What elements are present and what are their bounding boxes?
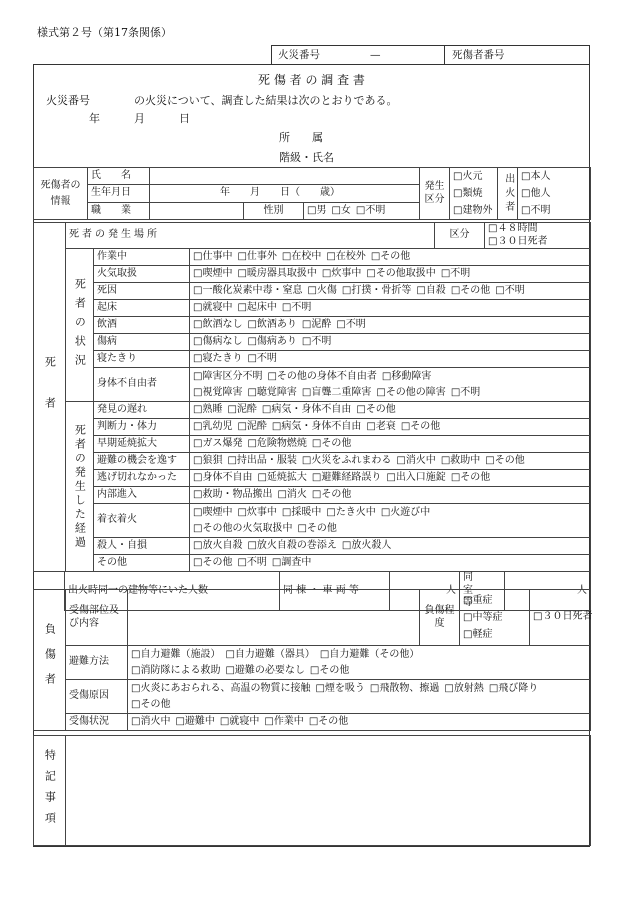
injury-status-label: 受傷状況 bbox=[66, 714, 128, 731]
intro-fire-number: 火災番号 bbox=[46, 94, 90, 107]
checkbox[interactable]: □ 視覚障害 bbox=[193, 385, 242, 401]
name-field[interactable] bbox=[150, 168, 420, 185]
survey-form bbox=[33, 64, 593, 847]
name-label: 氏 名 bbox=[88, 168, 150, 185]
checkbox[interactable]: □ 一酸化炭素中毒・窒息 bbox=[193, 285, 302, 298]
victim-info-section: 死傷者の情報 bbox=[34, 168, 88, 220]
checkbox[interactable]: □ 聴覚障害 bbox=[247, 385, 296, 401]
sex-opt-3[interactable]: □ 不明 bbox=[356, 205, 385, 218]
checkbox[interactable]: □ 暖房器具取扱中 bbox=[237, 268, 316, 281]
origin-label: 発生区分 bbox=[420, 168, 450, 220]
checkbox[interactable]: □ 放火自殺の巻添え bbox=[247, 540, 336, 553]
checkbox[interactable]: □ 泥酔 bbox=[227, 404, 256, 417]
clothes-label: 着衣着火 bbox=[94, 504, 190, 538]
death-status-label: 死者の状況 bbox=[66, 249, 94, 402]
remarks-field[interactable] bbox=[66, 736, 591, 846]
course-row-label: 殺人・自損 bbox=[94, 538, 190, 555]
injury-degree-label: 負傷程度 bbox=[420, 590, 460, 646]
kubun-opt-2[interactable]: □ ３０日死者 bbox=[488, 236, 547, 249]
checkbox[interactable]: □ 打撲・骨折等 bbox=[342, 285, 411, 298]
starter-opt-3[interactable]: □ 不明 bbox=[521, 202, 550, 219]
fire-number-label: 火災番号 bbox=[278, 49, 320, 61]
checkbox[interactable]: □ 不明 bbox=[237, 557, 266, 570]
checkbox[interactable]: □ 起床中 bbox=[237, 302, 276, 315]
remarks-label: 特記事項 bbox=[34, 736, 66, 846]
checkbox[interactable]: □ 放射熱 bbox=[444, 681, 483, 697]
status-row-label: 死因 bbox=[94, 283, 190, 300]
status-row-label: 火気取扱 bbox=[94, 266, 190, 283]
origin-opt-1[interactable]: □ 火元 bbox=[453, 168, 482, 185]
kubun-opt-1[interactable]: □ ４８時間 bbox=[488, 223, 537, 236]
checkbox[interactable]: □ ガス爆発 bbox=[193, 438, 242, 451]
same-room-label: 同 室 等 bbox=[460, 572, 505, 611]
checkbox[interactable]: □ 自殺 bbox=[416, 285, 445, 298]
course-row-label: 発見の遅れ bbox=[94, 402, 190, 419]
header-box bbox=[271, 45, 590, 65]
checkbox[interactable]: □ その他 bbox=[485, 455, 524, 468]
course-row-label: その他 bbox=[94, 555, 190, 572]
checkbox[interactable]: □ 熟睡 bbox=[193, 404, 222, 417]
checkbox[interactable]: □ 不明 bbox=[336, 319, 365, 332]
checkbox[interactable]: □ 狼狽 bbox=[193, 455, 222, 468]
checkbox[interactable]: □ その他 bbox=[451, 472, 490, 485]
checkbox[interactable]: □ 放火殺人 bbox=[342, 540, 391, 553]
fire-number-dash: — bbox=[370, 49, 381, 61]
sex-opt-1[interactable]: □ 男 bbox=[307, 205, 326, 218]
checkbox[interactable]: □ 不明 bbox=[441, 268, 470, 281]
checkbox[interactable]: □ その他 bbox=[309, 716, 348, 729]
checkbox[interactable]: □ 延焼拡大 bbox=[257, 472, 306, 485]
checkbox[interactable]: □ 泥酔 bbox=[302, 319, 331, 332]
checkbox[interactable]: □ 出入口施錠 bbox=[386, 472, 445, 485]
checkbox[interactable]: □ 病気・身体不自由 bbox=[262, 404, 351, 417]
checkbox[interactable]: □ 飛散物、擦過 bbox=[370, 681, 439, 697]
checkbox[interactable]: □ 持出品・服装 bbox=[227, 455, 296, 468]
sex-label: 性別 bbox=[244, 202, 304, 219]
status-row-label: 作業中 bbox=[94, 249, 190, 266]
checkbox[interactable]: □ 採暖中 bbox=[282, 505, 321, 521]
degree-opt-3[interactable]: □ 軽症 bbox=[463, 626, 492, 643]
same-floor-label: 同 棟 ・ 車 両 等 bbox=[280, 572, 390, 611]
checkbox[interactable]: □ 消防隊による救助 bbox=[131, 663, 220, 679]
checkbox[interactable]: □ その他取扱中 bbox=[366, 268, 435, 281]
checkbox[interactable]: □ 炊事中 bbox=[322, 268, 361, 281]
checkbox[interactable]: □ 放火自殺 bbox=[193, 540, 242, 553]
fire-starter-label: 出火者 bbox=[498, 168, 518, 220]
checkbox[interactable]: □ 煙を吸う bbox=[315, 681, 364, 697]
injury-cause-label: 受傷原因 bbox=[66, 680, 128, 714]
status-row-label: 飲酒 bbox=[94, 317, 190, 334]
checkbox[interactable]: □ その他 bbox=[401, 421, 440, 434]
checkbox[interactable]: □ 火災をふれまわる bbox=[302, 455, 391, 468]
checkbox[interactable]: □ 調査中 bbox=[272, 557, 311, 570]
checkbox[interactable]: □ その他の火気取扱中 bbox=[193, 521, 292, 537]
job-label: 職 業 bbox=[88, 202, 150, 219]
checkbox[interactable]: □ 避難の必要なし bbox=[225, 663, 304, 679]
title-block bbox=[34, 65, 589, 168]
checkbox[interactable]: □ 仕事外 bbox=[237, 251, 276, 264]
checkbox[interactable]: □ 自力避難（器具） bbox=[225, 647, 314, 663]
same-floor-count[interactable]: 人 bbox=[390, 572, 460, 611]
checkbox[interactable]: □ その他 bbox=[356, 404, 395, 417]
checkbox[interactable]: □ 飲酒なし bbox=[193, 319, 242, 332]
checkbox[interactable]: □ 寝たきり bbox=[193, 353, 242, 366]
death-place-label: 死者の発生場所 bbox=[66, 223, 435, 249]
sex-opt-2[interactable]: □ 女 bbox=[331, 205, 350, 218]
checkbox[interactable]: □ 避難中 bbox=[175, 716, 214, 729]
checkbox[interactable]: □ 消火中 bbox=[131, 716, 170, 729]
checkbox[interactable]: □ その他 bbox=[193, 557, 232, 570]
job-field[interactable] bbox=[150, 202, 244, 219]
starter-opt-2[interactable]: □ 他人 bbox=[521, 185, 550, 202]
checkbox[interactable]: □ 火遊び中 bbox=[381, 505, 430, 521]
checkbox[interactable]: □ 危険物燃焼 bbox=[247, 438, 306, 451]
checkbox[interactable]: □ 消火 bbox=[277, 489, 306, 502]
checkbox[interactable]: □ 乳幼児 bbox=[193, 421, 232, 434]
checkbox[interactable]: □ 就寝中 bbox=[193, 302, 232, 315]
degree-opt-1[interactable]: □ 重症 bbox=[463, 592, 492, 609]
death-section: 死者 bbox=[34, 223, 66, 572]
course-row-label: 避難の機会を逸す bbox=[94, 453, 190, 470]
checkbox[interactable]: □ 救助・物品搬出 bbox=[193, 489, 272, 502]
checkbox[interactable]: □ 不明 bbox=[247, 353, 276, 366]
same-building-label: 出火時同一の建物等にいた人数 bbox=[65, 572, 280, 611]
checkbox[interactable]: □ 移動障害 bbox=[382, 369, 431, 385]
checkbox[interactable]: □ その他 bbox=[131, 697, 170, 713]
injury-table bbox=[33, 589, 591, 731]
injury-part-field[interactable] bbox=[128, 590, 420, 646]
checkbox[interactable]: □ その他 bbox=[312, 438, 351, 451]
origin-opt-2[interactable]: □ 類焼 bbox=[453, 185, 482, 202]
disabled-label: 身体不自由者 bbox=[94, 368, 190, 402]
checkbox[interactable]: □ 自力避難（施設） bbox=[131, 647, 220, 663]
injury-part-label: 受傷部位及び内容 bbox=[66, 590, 128, 646]
checkbox[interactable]: □ 飲酒あり bbox=[247, 319, 296, 332]
checkbox[interactable]: □ 喫煙中 bbox=[193, 505, 232, 521]
course-row-label: 判断力・体力 bbox=[94, 419, 190, 436]
checkbox[interactable]: □ 消火中 bbox=[396, 455, 435, 468]
rank-name-label: 階級・氏名 bbox=[279, 151, 334, 164]
checkbox[interactable]: □ 喫煙中 bbox=[193, 268, 232, 281]
checkbox[interactable]: □ その他 bbox=[312, 489, 351, 502]
checkbox[interactable]: □ 在校外 bbox=[326, 251, 365, 264]
checkbox[interactable]: □ 老衰 bbox=[366, 421, 395, 434]
victim-number-label: 死傷者番号 bbox=[452, 49, 505, 61]
kubun-label: 区分 bbox=[435, 223, 485, 249]
checkbox[interactable]: □ 火炎にあおられる、高温の物質に接触 bbox=[131, 681, 310, 697]
checkbox[interactable]: □ 不明 bbox=[451, 385, 480, 401]
dead-30-days[interactable]: □ ３０日死者 bbox=[533, 611, 592, 624]
origin-opt-3[interactable]: □ 建物外 bbox=[453, 202, 492, 219]
intro-text: の火災について、調査した結果は次のとおりである。 bbox=[134, 94, 398, 107]
checkbox[interactable]: □ 仕事中 bbox=[193, 251, 232, 264]
death-table bbox=[33, 222, 591, 572]
injury-section: 負傷者 bbox=[34, 590, 66, 731]
status-row-label: 寝たきり bbox=[94, 351, 190, 368]
checkbox[interactable]: □ 自力避難（その他） bbox=[320, 647, 419, 663]
checkbox[interactable]: □ 火傷 bbox=[307, 285, 336, 298]
checkbox[interactable]: □ たき火中 bbox=[326, 505, 375, 521]
checkbox[interactable]: □ その他の身体不自由者 bbox=[267, 369, 376, 385]
checkbox[interactable]: □ 避難経路誤り bbox=[312, 472, 381, 485]
evac-label: 避難方法 bbox=[66, 646, 128, 680]
degree-opt-2[interactable]: □ 中等症 bbox=[463, 609, 502, 626]
checkbox[interactable]: □ 傷病あり bbox=[247, 336, 296, 349]
starter-opt-1[interactable]: □ 本人 bbox=[521, 168, 550, 185]
status-row-label: 起床 bbox=[94, 300, 190, 317]
checkbox[interactable]: □ その他の障害 bbox=[376, 385, 445, 401]
intro-month: 月 bbox=[134, 112, 145, 125]
checkbox[interactable]: □ 炊事中 bbox=[237, 505, 276, 521]
checkbox[interactable]: □ 身体不自由 bbox=[193, 472, 252, 485]
dob-label: 生年月日 bbox=[88, 185, 150, 202]
course-row-label: 逃げ切れなかった bbox=[94, 470, 190, 487]
checkbox[interactable]: □ 就寝中 bbox=[220, 716, 259, 729]
death-course-label: 死者の発生した経過 bbox=[66, 402, 94, 572]
intro-year: 年 bbox=[89, 112, 100, 125]
checkbox[interactable]: □ 病気・身体不自由 bbox=[272, 421, 361, 434]
checkbox[interactable]: □ 盲聾二重障害 bbox=[302, 385, 371, 401]
document-title: 死 傷 者 の 調 査 書 bbox=[258, 73, 365, 87]
checkbox[interactable]: □ 作業中 bbox=[264, 716, 303, 729]
checkbox[interactable]: □ 不明 bbox=[302, 336, 331, 349]
checkbox[interactable]: □ 在校中 bbox=[282, 251, 321, 264]
victim-info-table bbox=[33, 167, 591, 220]
intro-day: 日 bbox=[179, 112, 190, 125]
same-room-count[interactable]: 人 bbox=[505, 572, 591, 611]
checkbox[interactable]: □ 泥酔 bbox=[237, 421, 266, 434]
checkbox[interactable]: □ 傷病なし bbox=[193, 336, 242, 349]
checkbox[interactable]: □ その他 bbox=[371, 251, 410, 264]
checkbox[interactable]: □ 救助中 bbox=[441, 455, 480, 468]
checkbox[interactable]: □ 不明 bbox=[282, 302, 311, 315]
checkbox[interactable]: □ 飛び降り bbox=[489, 681, 538, 697]
form-number: 様式第２号（第17条関係） bbox=[37, 26, 172, 39]
course-row-label: 内部進入 bbox=[94, 487, 190, 504]
checkbox[interactable]: □ その他 bbox=[310, 663, 349, 679]
checkbox[interactable]: □ 不明 bbox=[495, 285, 524, 298]
status-row-label: 傷病 bbox=[94, 334, 190, 351]
remarks-table bbox=[33, 735, 591, 846]
affiliation-label: 所 属 bbox=[279, 131, 323, 144]
course-row-label: 早期延焼拡大 bbox=[94, 436, 190, 453]
checkbox[interactable]: □ その他 bbox=[451, 285, 490, 298]
checkbox[interactable]: □ その他 bbox=[297, 521, 336, 537]
dob-field[interactable]: 年 月 日（ 歳） bbox=[150, 185, 420, 202]
checkbox[interactable]: □ 障害区分不明 bbox=[193, 369, 262, 385]
